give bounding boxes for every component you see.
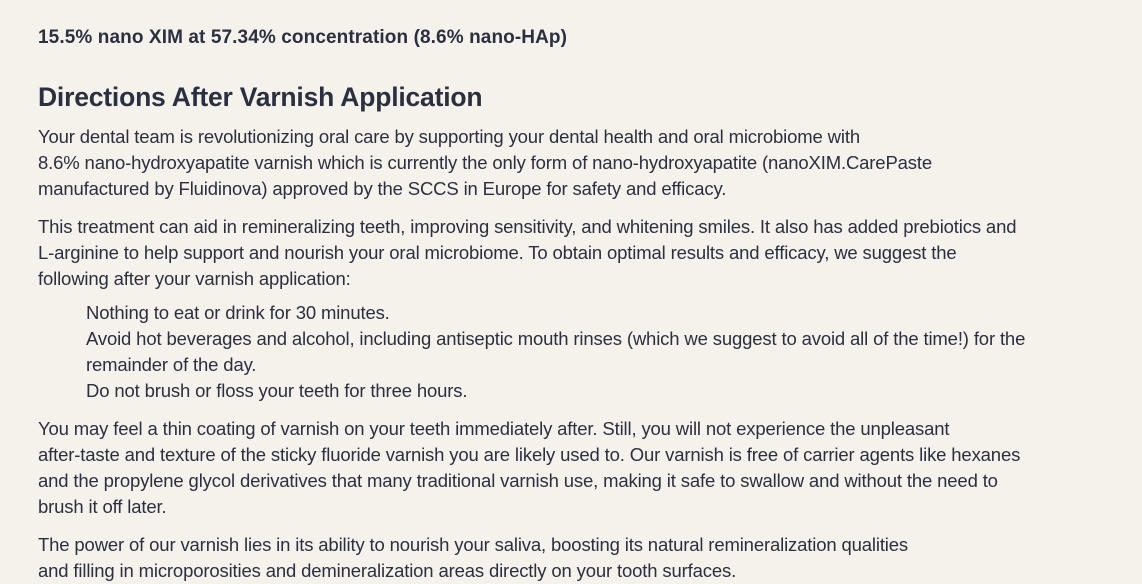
- treatment-paragraph-line: following after your varnish application:: [38, 268, 351, 289]
- list-item: [86, 378, 1114, 404]
- intro-paragraph-line: Your dental team is revolutionizing oral care by supporting your dental health and oral microbiome with: [38, 126, 860, 147]
- power-paragraph-line: The power of our varnish lies in its ability to nourish your saliva, boosting its natural remineralization qualities: [38, 534, 909, 555]
- power-paragraph-line: and filling in microporosities and demineralization areas directly on your tooth surfaces.: [38, 560, 737, 581]
- treatment-paragraph-line: This treatment can aid in remineralizing teeth, improving sensitivity, and whitening smiles. It also has added prebiotics and: [38, 216, 1017, 237]
- list-item: [86, 326, 1114, 378]
- coating-paragraph-line: brush it off later.: [38, 496, 167, 517]
- coating-paragraph-line: and the propylene glycol derivatives that many traditional varnish use, making it safe to swallow and without the need to: [38, 470, 998, 491]
- treatment-paragraph: [38, 214, 1114, 292]
- list-item: [86, 300, 1114, 326]
- intro-paragraph-line: 8.6% nano-hydroxyapatite varnish which is currently the only form of nano-hydroxyapatite (nanoXIM.CarePaste: [38, 152, 933, 173]
- list-item-text: remainder of the day.: [86, 354, 257, 375]
- intro-paragraph-line: manufactured by Fluidinova) approved by the SCCS in Europe for safety and efficacy.: [38, 178, 727, 199]
- section-title: Directions After Varnish Application: [38, 82, 483, 112]
- intro-paragraph: [38, 124, 1114, 202]
- list-item-text: Nothing to eat or drink for 30 minutes.: [86, 302, 390, 323]
- directions-list: [38, 300, 1114, 404]
- coating-paragraph: [38, 416, 1114, 520]
- list-item-text: Avoid hot beverages and alcohol, including antiseptic mouth rinses (which we suggest to avoid all of the time!) for the: [86, 328, 1026, 349]
- list-item-text: Do not brush or floss your teeth for three hours.: [86, 380, 468, 401]
- concentration-subhead: 15.5% nano XIM at 57.34% concentration (8.6% nano-HAp): [38, 27, 568, 48]
- coating-paragraph-line: after-taste and texture of the sticky fluoride varnish you are likely used to. Our varnish is free of carrier agents like hexanes: [38, 444, 1021, 465]
- coating-paragraph-line: You may feel a thin coating of varnish on your teeth immediately after. Still, you will not experience the unpleasant: [38, 418, 950, 439]
- treatment-paragraph-line: L-arginine to help support and nourish your oral microbiome. To obtain optimal results and efficacy, we suggest the: [38, 242, 957, 263]
- power-paragraph: [38, 532, 1114, 584]
